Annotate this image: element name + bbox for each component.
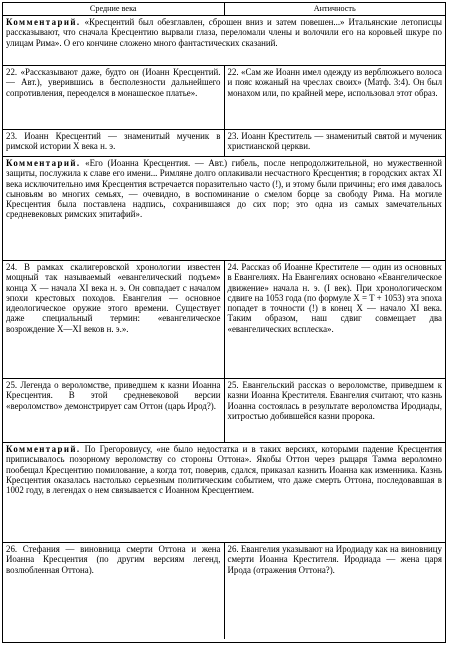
comment-keyword: Комментарий. (6, 158, 81, 168)
table-row (3, 379, 445, 443)
comment-block (3, 157, 445, 261)
comment-text (3, 16, 445, 65)
table-row (3, 543, 445, 639)
comment-text (3, 443, 445, 542)
table-row (3, 261, 445, 379)
comment-block (3, 443, 445, 543)
antiquity-cell: 22. «Сам же Иоанн имел одежду из верблюжьего волоса и пояс кожаный на чреслах своих» (Матф. 3:4). Он был монахом или, по крайней мере, использовал этот образ. (227, 67, 442, 98)
header-middle-ages: Средние века (3, 3, 225, 15)
comment-body: «Кресцентий был обезглавлен, сброшен вниз и затем повешен...» Итальянские летописцы рассказывают, что сначала Кресцентию вырвали глаза, переломали члены и волочили его на коровьей шкуре по улицам Рима». О его кончине сложено много фантастических сказаний. (6, 17, 442, 48)
comment-block (3, 16, 445, 66)
comment-text (3, 157, 445, 260)
middle-ages-cell: 23. Иоанн Кресцентий — знаменитый мученик в римской истории X века н. э. (3, 130, 225, 156)
comment-keyword: Комментарий. (6, 17, 81, 27)
middle-ages-cell: 26. Стефания — виновница смерти Оттона и жена Иоанна Кресцентия (по другим версиям легенд, возлюбленная Оттона). (3, 543, 225, 639)
middle-ages-cell: 22. «Рассказывают даже, будто он (Иоанн Кресцентий. — Авт.), уверившись в бесполезности дальнейшего сопротивления, переоделся в монашеское платье». (3, 66, 225, 129)
middle-ages-cell: 24. В рамках скалигеровской хронологии известен мощный так называемый «евангелический подъем» конца X — начала XI века н. э. Он совпадает с началом эпохи крестовых походов. Евангелия — основное идеологическое оружие этого времени. Существует даже специальный термин: «евангелическое возрождение X—XI веков н. э.». (3, 261, 225, 378)
antiquity-cell: 25. Евангельский рассказ о вероломстве, приведшем к казни Иоанна Крестителя. Евангелия считают, что казнь Иоанна состоялась в результате вероломства Иродиады, хитростью добившейся казни пророка. (227, 380, 442, 421)
header-antiquity: Античность (313, 4, 356, 13)
comment-body: По Грегоровиусу, «не было недостатка и в таких версиях, которыми падение Кресцентия приписывалось позорному вероломству со стороны Оттона». Якобы Оттон через рыцаря Тамма вероломно пообещал Кресцентию помилование, а когда тот, поверив, сдался, приказал казнить Иоанна как изменника. Казнь Кресцентия оказалась настолько серьезным политическим событием, что даже смерть Оттона, последовавшая в 1002 году, в легендах о нем связывается с Иоанном Кресцентием. (6, 444, 443, 496)
table-row (3, 66, 445, 130)
antiquity-cell: 23. Иоанн Креститель — знаменитый святой и мученик христианской церкви. (227, 131, 442, 152)
middle-ages-cell: 25. Легенда о вероломстве, приведшем к казни Иоанна Кресцентия. В этой средневековой версии «вероломство» демонстрирует сам Оттон (царь Ирод?). (3, 379, 225, 442)
antiquity-cell: 24. Рассказ об Иоанне Крестителе — один из основных в Евангелиях. На Евангелиях основано «Евангелическое движение» начала н. э. (I век). При хронологическом сдвиге на 1053 года (по формуле X = T + 1053) эта эпоха попадет в точности (!) в конец X — начало XI века. Таким образом, наш сдвиг совмещает два «евангелических всплеска». (227, 262, 442, 334)
table-header (3, 3, 445, 16)
comment-keyword: Комментарий. (6, 444, 81, 454)
table-row (3, 130, 445, 157)
comparison-table (2, 2, 446, 643)
comment-body: «Его (Иоанна Кресцентия. — Авт.) гибель, после непродолжительной, но мужественной защиты, послужила к славе его имени... Римляне долго оплакивали несчастного Кресцентия; в городских актах XI века исключительно имя Кресцентия встречается поразительно часто (!), и этому были причины; его имя давалось сыновьям во многих семьях, — очевидно, в воспоминание о смелом борце за свободу Рима. На могиле Кресцентия была поставлена надпись, сохранившаяся до сих пор; это одна из самых замечательных средневековых римских эпитафий». (6, 158, 443, 220)
antiquity-cell: 26. Евангелия указывают на Иродиаду как на виновницу смерти Иоанна Крестителя. Иродиада — жена царя Ирода (отражения Оттона?). (227, 544, 442, 575)
